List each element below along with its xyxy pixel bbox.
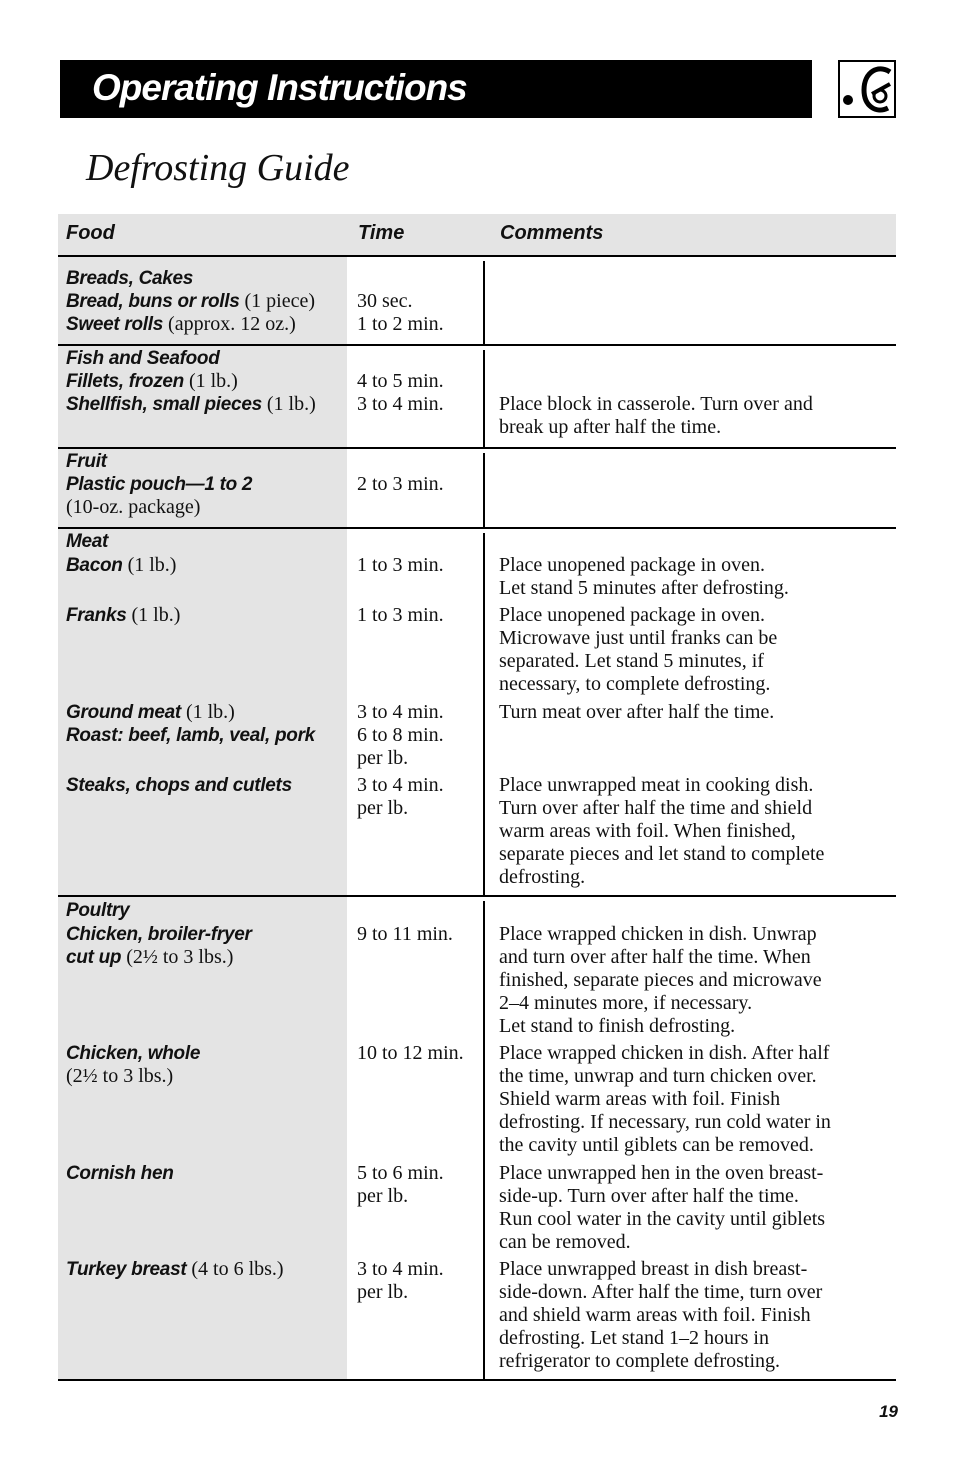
comment-cell xyxy=(499,946,811,969)
cell-text: per lb. xyxy=(357,1185,409,1207)
table-section xyxy=(58,346,896,449)
page-title: Defrosting Guide xyxy=(86,147,350,189)
column-divider xyxy=(483,533,485,895)
food-name: Fish and Seafood xyxy=(66,348,220,369)
time-cell xyxy=(357,1281,408,1304)
comment-cell xyxy=(499,1065,817,1088)
column-header-time: Time xyxy=(358,222,405,244)
cell-text: 2 to 3 min. xyxy=(357,473,444,495)
food-cell xyxy=(66,701,235,724)
time-cell xyxy=(357,554,444,577)
food-name: Fillets, frozen xyxy=(66,371,184,392)
food-cell xyxy=(66,313,296,336)
food-cell xyxy=(66,473,252,496)
food-cell xyxy=(66,1042,200,1065)
food-name: Poultry xyxy=(66,900,130,921)
food-cell xyxy=(66,267,193,290)
cell-text: defrosting. If necessary, run cold water in xyxy=(499,1111,831,1133)
time-cell xyxy=(357,724,444,747)
table-section xyxy=(58,529,896,897)
cell-text: 4 to 5 min. xyxy=(357,370,444,392)
cell-text: Place unwrapped meat in cooking dish. xyxy=(499,774,814,796)
comment-cell xyxy=(499,701,774,724)
time-cell xyxy=(357,1042,464,1065)
comment-cell xyxy=(499,416,721,439)
food-cell xyxy=(66,946,233,969)
cell-text: 1 to 3 min. xyxy=(357,554,444,576)
cell-text: separated. Let stand 5 minutes, if xyxy=(499,650,764,672)
ge-logo-icon xyxy=(838,60,896,118)
cell-text: warm areas with foil. When finished, xyxy=(499,820,796,842)
comment-cell xyxy=(499,820,796,843)
cell-text: 9 to 11 min. xyxy=(357,923,453,945)
cell-text: 3 to 4 min. xyxy=(357,1258,444,1280)
comment-cell xyxy=(499,774,813,797)
time-cell xyxy=(357,604,444,627)
comment-cell xyxy=(499,1134,814,1157)
cell-text: can be removed. xyxy=(499,1231,631,1253)
comment-cell xyxy=(499,992,752,1015)
comment-cell xyxy=(499,1304,811,1327)
table-section xyxy=(58,897,896,1381)
cell-text: the time, unwrap and turn chicken over. xyxy=(499,1065,817,1087)
food-name: Sweet rolls xyxy=(66,314,164,335)
food-cell xyxy=(66,290,315,313)
cell-text: finished, separate pieces and microwave xyxy=(499,969,822,991)
cell-text: break up after half the time. xyxy=(499,416,722,438)
time-cell xyxy=(357,290,413,313)
comment-cell xyxy=(499,1231,631,1254)
food-cell xyxy=(66,1065,173,1088)
cell-text: separate pieces and let stand to complete xyxy=(499,843,825,865)
cell-text: Let stand to finish defrosting. xyxy=(499,1015,736,1037)
food-name: Ground meat xyxy=(66,702,181,723)
food-name: cut up xyxy=(66,947,122,968)
time-cell xyxy=(357,313,444,336)
food-cell xyxy=(66,370,238,393)
cell-text: defrosting. Let stand 1–2 hours in xyxy=(499,1327,769,1349)
comment-cell xyxy=(499,673,770,696)
time-cell xyxy=(357,1162,444,1185)
comment-cell xyxy=(499,1350,780,1373)
cell-text: per lb. xyxy=(357,797,409,819)
time-cell xyxy=(357,393,444,416)
comment-cell xyxy=(499,843,824,866)
cell-text: Let stand 5 minutes after defrosting. xyxy=(499,577,789,599)
food-name: Breads, Cakes xyxy=(66,268,194,289)
food-cell xyxy=(66,393,316,416)
cell-text: (1 lb.) xyxy=(180,701,235,723)
time-cell xyxy=(357,701,444,724)
cell-text: 3 to 4 min. xyxy=(357,701,444,723)
table-section xyxy=(58,449,896,529)
food-cell xyxy=(66,604,180,627)
comment-cell xyxy=(499,1185,799,1208)
cell-text: 6 to 8 min. xyxy=(357,724,444,746)
food-name: Chicken, broiler-fryer xyxy=(66,924,252,945)
cell-text: (1 lb.) xyxy=(122,554,177,576)
comment-cell xyxy=(499,797,812,820)
column-divider xyxy=(483,350,485,447)
cell-text: Turn meat over after half the time. xyxy=(499,701,775,723)
column-header-comments: Comments xyxy=(500,222,604,244)
table-body xyxy=(58,257,896,1381)
food-cell xyxy=(66,899,129,922)
comment-cell xyxy=(499,1015,735,1038)
comment-cell xyxy=(499,866,585,889)
cell-text: Place unopened package in oven. xyxy=(499,554,766,576)
food-name: Plastic pouch—1 to 2 xyxy=(66,474,253,495)
food-name: Bacon xyxy=(66,555,123,576)
time-cell xyxy=(357,747,408,770)
food-name: Roast: beef, lamb, veal, pork xyxy=(66,725,315,746)
cell-text: 1 to 2 min. xyxy=(357,313,444,335)
comment-cell xyxy=(499,1258,807,1281)
column-divider xyxy=(483,453,485,527)
cell-text: (10-oz. package) xyxy=(66,496,201,518)
cell-text: side-up. Turn over after half the time. xyxy=(499,1185,799,1207)
time-cell xyxy=(357,1185,408,1208)
cell-text: (approx. 12 oz.) xyxy=(163,313,296,335)
comment-cell xyxy=(499,1281,822,1304)
food-name: Fruit xyxy=(66,451,107,472)
page-number: 19 xyxy=(879,1402,898,1421)
comment-cell xyxy=(499,1208,825,1231)
time-cell xyxy=(357,923,453,946)
food-name: Franks xyxy=(66,605,127,626)
cell-text: Run cool water in the cavity until giblets xyxy=(499,1208,826,1230)
cell-text: and shield warm areas with foil. Finish xyxy=(499,1304,811,1326)
cell-text: Shield warm areas with foil. Finish xyxy=(499,1088,781,1110)
comment-cell xyxy=(499,1327,769,1350)
table-header xyxy=(58,214,896,257)
comment-cell xyxy=(499,604,765,627)
cell-text: and turn over after half the time. When xyxy=(499,946,811,968)
comment-cell xyxy=(499,1111,831,1134)
cell-text: defrosting. xyxy=(499,866,586,888)
food-cell xyxy=(66,774,292,797)
defrosting-table xyxy=(58,214,896,1381)
food-cell xyxy=(66,923,252,946)
cell-text: 1 to 3 min. xyxy=(357,604,444,626)
food-cell xyxy=(66,450,107,473)
comment-cell xyxy=(499,1088,780,1111)
food-cell xyxy=(66,1258,284,1281)
cell-text: 2–4 minutes more, if necessary. xyxy=(499,992,753,1014)
time-cell xyxy=(357,774,444,797)
cell-text: (1 piece) xyxy=(239,290,315,312)
comment-cell xyxy=(499,627,777,650)
comment-cell xyxy=(499,577,789,600)
column-divider xyxy=(483,261,485,344)
cell-text: Place block in casserole. Turn over and xyxy=(499,393,813,415)
cell-text: Place unwrapped breast in dish breast- xyxy=(499,1258,808,1280)
food-cell xyxy=(66,347,220,370)
cell-text: Microwave just until franks can be xyxy=(499,627,778,649)
comment-cell xyxy=(499,1042,829,1065)
cell-text: 30 sec. xyxy=(357,290,413,312)
cell-text: per lb. xyxy=(357,1281,409,1303)
cell-text: (1 lb.) xyxy=(261,393,316,415)
cell-text: refrigerator to complete defrosting. xyxy=(499,1350,780,1372)
comment-cell xyxy=(499,1162,823,1185)
food-cell xyxy=(66,724,315,747)
food-name: Shellfish, small pieces xyxy=(66,394,262,415)
cell-text: (1 lb.) xyxy=(183,370,238,392)
cell-text: (2½ to 3 lbs.) xyxy=(66,1065,174,1087)
cell-text: 3 to 4 min. xyxy=(357,393,444,415)
food-name: Chicken, whole xyxy=(66,1043,201,1064)
cell-text: 3 to 4 min. xyxy=(357,774,444,796)
time-cell xyxy=(357,1258,444,1281)
comment-cell xyxy=(499,393,813,416)
food-cell xyxy=(66,496,200,519)
comment-cell xyxy=(499,650,764,673)
cell-text: the cavity until giblets can be removed. xyxy=(499,1134,814,1156)
cell-text: necessary, to complete defrosting. xyxy=(499,673,771,695)
cell-text: (2½ to 3 lbs.) xyxy=(121,946,234,968)
cell-text: Place wrapped chicken in dish. Unwrap xyxy=(499,923,817,945)
food-column-shading xyxy=(58,897,347,1379)
cell-text: (4 to 6 lbs.) xyxy=(186,1258,284,1280)
cell-text: 5 to 6 min. xyxy=(357,1162,444,1184)
header-banner xyxy=(60,60,812,118)
food-cell xyxy=(66,554,176,577)
food-name: Steaks, chops and cutlets xyxy=(66,775,292,796)
food-name: Cornish hen xyxy=(66,1163,174,1184)
comment-cell xyxy=(499,923,817,946)
cell-text: side-down. After half the time, turn over xyxy=(499,1281,823,1303)
cell-text: Turn over after half the time and shield xyxy=(499,797,813,819)
time-cell xyxy=(357,370,444,393)
food-name: Bread, buns or rolls xyxy=(66,291,240,312)
column-header-food: Food xyxy=(66,222,115,244)
food-cell xyxy=(66,1162,174,1185)
food-cell xyxy=(66,530,108,553)
comment-cell xyxy=(499,554,765,577)
column-divider xyxy=(483,901,485,1379)
cell-text: Place wrapped chicken in dish. After half xyxy=(499,1042,830,1064)
header-title: Operating Instructions xyxy=(92,67,467,108)
time-cell xyxy=(357,797,408,820)
cell-text: 10 to 12 min. xyxy=(357,1042,464,1064)
food-name: Turkey breast xyxy=(66,1259,187,1280)
cell-text: Place unopened package in oven. xyxy=(499,604,766,626)
time-cell xyxy=(357,473,444,496)
table-section xyxy=(58,257,896,346)
cell-text: per lb. xyxy=(357,747,409,769)
cell-text: Place unwrapped hen in the oven breast- xyxy=(499,1162,824,1184)
food-name: Meat xyxy=(66,531,109,552)
comment-cell xyxy=(499,969,822,992)
cell-text: (1 lb.) xyxy=(126,604,181,626)
